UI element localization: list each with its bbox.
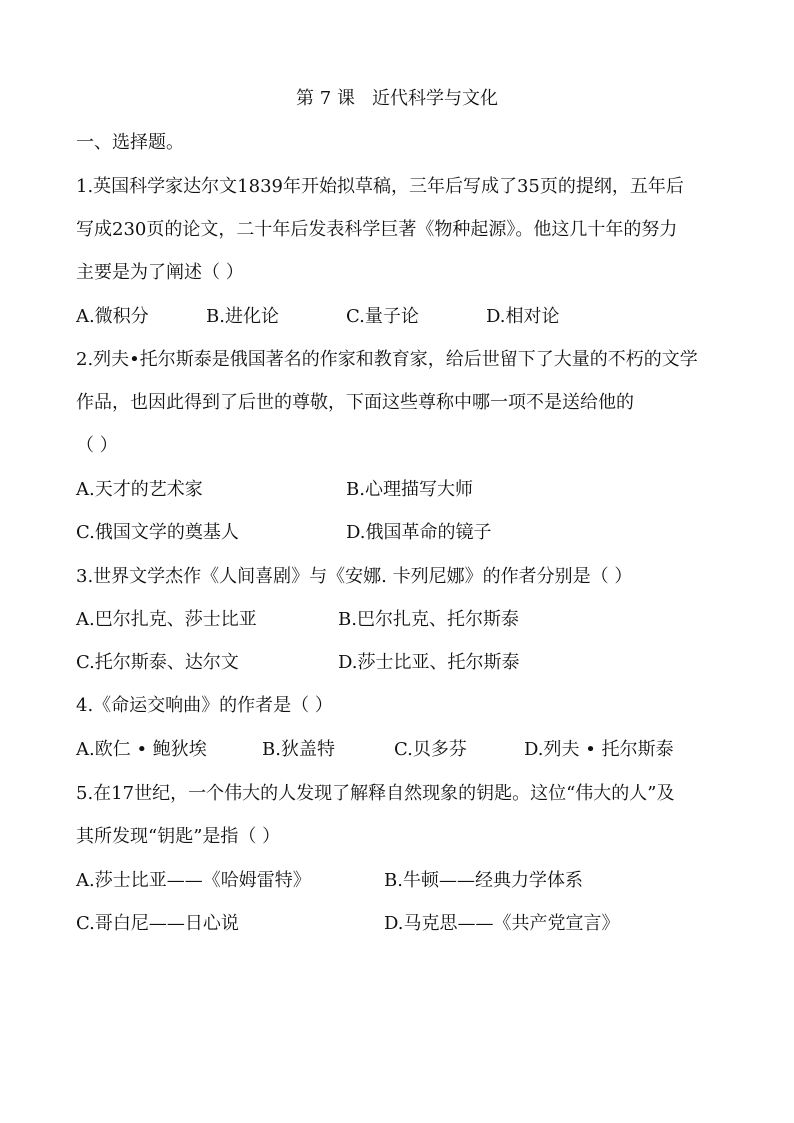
question-1-line-1: 1.英国科学家达尔文1839年开始拟草稿，三年后写成了35页的提纲，五年后 [76,176,684,197]
question-1-option-b: B.进化论 [206,306,279,327]
question-1-line-2: 写成230页的论文，二十年后发表科学巨著《物种起源》。他这几十年的努力 [76,219,678,240]
question-3-option-d: D.莎士比亚、托尔斯泰 [338,652,520,673]
question-2-line-3: （ ） [76,435,118,456]
question-4-line-1: 4.《命运交响曲》的作者是（ ） [76,695,333,716]
question-1-option-c: C.量子论 [346,306,419,327]
question-1-option-d: D.相对论 [486,306,560,327]
question-5-option-b: B.牛顿——经典力学体系 [384,870,583,891]
question-4-option-a: A.欧仁 • 鲍狄埃 [76,739,207,760]
question-1-option-a: A.微积分 [76,306,149,327]
question-5-line-1: 5.在17世纪，一个伟大的人发现了解释自然现象的钥匙。这位“伟大的人”及 [76,783,675,804]
question-3-option-b: B.巴尔扎克、托尔斯泰 [338,609,519,630]
question-4-option-b: B.狄盖特 [262,739,335,760]
section-heading: 一、选择题。 [76,132,184,153]
question-2-option-b: B.心理描写大师 [346,479,473,500]
question-5-option-c: C.哥白尼——日心说 [76,913,239,934]
question-2-option-a: A.天才的艺术家 [76,479,203,500]
question-4-option-c: C.贝多芬 [394,739,467,760]
question-3-line-1: 3.世界文学杰作《人间喜剧》与《安娜. 卡列尼娜》的作者分别是（ ） [76,566,633,587]
page-title: 第 7 课 近代科学与文化 [295,88,499,109]
question-3-option-c: C.托尔斯泰、达尔文 [76,652,239,673]
question-5-option-a: A.莎士比亚——《哈姆雷特》 [76,870,311,891]
question-4-option-d: D.列夫 • 托尔斯泰 [524,739,674,760]
question-2-option-d: D.俄国革命的镜子 [346,522,492,543]
question-2-line-2: 作品，也因此得到了后世的尊敬，下面这些尊称中哪一项不是送给他的 [76,392,634,413]
question-2-option-c: C.俄国文学的奠基人 [76,522,239,543]
question-2-line-1: 2.列夫•托尔斯泰是俄国著名的作家和教育家，给后世留下了大量的不朽的文学 [76,349,698,370]
question-5-line-2: 其所发现“钥匙”是指（ ） [76,826,281,847]
question-5-option-d: D.马克思——《共产党宣言》 [384,913,620,934]
question-1-line-3: 主要是为了阐述（ ） [76,262,244,283]
question-3-option-a: A.巴尔扎克、莎士比亚 [76,609,257,630]
